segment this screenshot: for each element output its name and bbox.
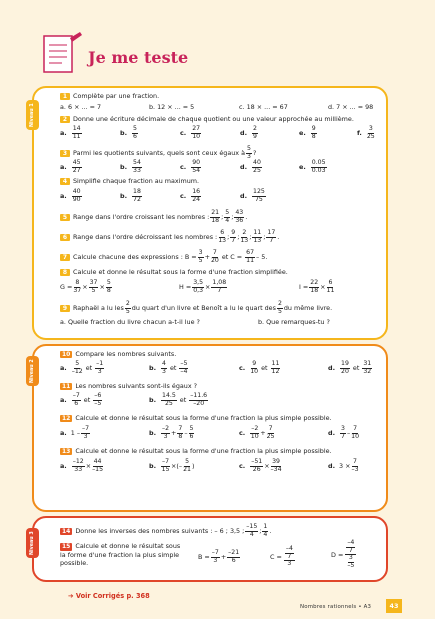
q12-c: c. $\frac{-2}{10}$ + $\frac{7}{25}$ xyxy=(239,425,275,440)
q11-statement: 11 Les nombres suivants sont-ils égaux ? xyxy=(62,382,198,390)
q9-statement: 9 Raphaël a lu les $\frac{2}{5}$ du quart d'un livre et Benoît a lu le quart des $\frac{2}{5}$ du même livre. xyxy=(60,301,332,315)
q12-statement: 12 Calcule et donne le résultat sous la forme d'une fraction la plus simple possible. xyxy=(62,414,332,422)
q10-b: b. $\frac{4}{3}$ et $\frac{-5}{-4}$ xyxy=(149,360,188,375)
level-1-tab: Niveau 1 xyxy=(26,100,39,130)
q3-a: a. $\frac{45}{27}$ xyxy=(60,159,81,174)
q1-a: a. 6 × ... = 7 xyxy=(60,103,102,111)
q3-e: e. $\frac{0.05}{0.03}$ xyxy=(299,159,326,174)
q5-statement: 5 Range dans l'ordre croissant les nombres : $\frac{21}{18}$ ; $\frac{5}{4}$ ; $\frac{43}{36}$ . xyxy=(60,210,247,224)
q2-d: d. $\frac{2}{9}$ xyxy=(240,125,257,140)
level-2-tab: Niveau 2 xyxy=(26,356,39,386)
q3-d: d. $\frac{40}{25}$ xyxy=(240,159,261,174)
q2-a: a. $\frac{14}{11}$ xyxy=(60,125,81,140)
q3-b: b. $\frac{54}{33}$ xyxy=(120,159,141,174)
q2-f: f. $\frac{3}{25}$ xyxy=(357,125,375,140)
chapter-label: Nombres rationnels • A3 xyxy=(300,604,372,610)
q3-c: c. $\frac{90}{54}$ xyxy=(180,159,201,174)
q13-d: d. 3 × $\frac{7}{-3}$ xyxy=(328,458,359,473)
q10-a: a. $\frac{5}{-12}$ et $\frac{-1}{3}$ xyxy=(60,360,104,375)
q14-statement: 14 Donne les inverses des nombres suivants : – 6 ; 3,5 ; $\frac{-15}{4}$ ; $\frac{1}{4}$ . xyxy=(62,523,272,538)
q1-d: d. 7 × ... = 98 xyxy=(328,103,374,111)
q8-statement: 8 Calcule et donne le résultat sous la forme d'une fraction simplifiée. xyxy=(60,268,288,276)
q12-b: b. $\frac{-2}{3}$ + $\frac{7}{8}$ – $\frac{5}{6}$ xyxy=(149,425,194,440)
q13-statement: 13 Calcule et donne le résultat sous la forme d'une fraction la plus simple possible. xyxy=(62,447,332,455)
q13-b: b. $\frac{-7}{15}$ ×(– $\frac{5}{21}$ ) xyxy=(149,458,195,473)
q1-statement: 1 Complète par une fraction. xyxy=(60,92,159,100)
q13-c: c. $\frac{-51}{26}$ × $\frac{39}{-34}$ xyxy=(239,458,282,473)
q2-e: e. $\frac{9}{8}$ xyxy=(299,125,316,140)
q4-c: c. $\frac{16}{24}$ xyxy=(180,188,201,203)
notebook-icon xyxy=(40,30,84,76)
q11-b: b. $\frac{14.5}{25}$ et $\frac{-11.6}{-20}$ xyxy=(149,392,208,407)
level-1-section xyxy=(32,86,388,340)
q6-statement: 6 Range dans l'ordre décroissant les nombres : $\frac{6}{13}$ ; $\frac{9}{7}$ ; $\frac{2}{13}$ ; $\frac{11}{13}$ ; $\frac{17}{7}$ . xyxy=(60,230,279,244)
q13-a: a. $\frac{-12}{33}$ × $\frac{44}{-15}$ xyxy=(60,458,104,473)
level-2-section xyxy=(32,344,388,512)
q11-a: a. $\frac{-7}{6}$ et $\frac{-6}{-5}$ xyxy=(60,392,102,407)
q8-H: H = $\frac{3,5}{0,3}$ × $\frac{1,08}{7}$ xyxy=(179,279,227,294)
q9-b: b. Que remarques-tu ? xyxy=(258,318,330,326)
corriges-link[interactable]: ➔ Voir Corrigés p. 368 xyxy=(68,592,150,600)
q15-C: C = $\frac{\frac{-4}{7}}{3}$ xyxy=(270,545,293,567)
q10-c: c. $\frac{9}{10}$ et $\frac{11}{12}$ xyxy=(239,360,280,375)
q8-G: G = $\frac{8}{37}$ × $\frac{37}{5}$ × $\frac{5}{8}$ xyxy=(60,279,111,294)
q12-d: d. $\frac{3}{7}$ – $\frac{7}{10}$ xyxy=(328,425,360,440)
q4-d: d. $\frac{125}{75}$ xyxy=(240,188,265,203)
page-title: Je me teste xyxy=(88,48,189,67)
q2-c: c. $\frac{27}{10}$ xyxy=(180,125,201,140)
q15-D: D = $\frac{\frac{-4}{7}}{\frac{3}{-5}}$ xyxy=(331,539,355,569)
q15-B: B = $\frac{-7}{3}$ + $\frac{-21}{6}$ xyxy=(198,549,240,564)
q15-statement: 15 Calcule et donne le résultat sous la forme d'une fraction la plus simple possible. xyxy=(60,542,181,567)
q4-b: b. $\frac{18}{72}$ xyxy=(120,188,141,203)
q8-I: I = $\frac{22}{18}$ × $\frac{6}{11}$ xyxy=(299,279,335,294)
q7-statement: 7 Calcule chacune des expressions : B = $\frac{3}{5}$ + $\frac{7}{20}$ et C = $\frac{67}{11}$ – 5. xyxy=(60,250,267,264)
q2-b: b. $\frac{5}{6}$ xyxy=(120,125,137,140)
q4-statement: 4 Simplifie chaque fraction au maximum. xyxy=(60,177,199,185)
q12-a: a. 1 – $\frac{-7}{3}$ xyxy=(60,425,90,440)
q10-d: d. $\frac{19}{20}$ et $\frac{31}{32}$ xyxy=(328,360,372,375)
q4-a: a. $\frac{40}{90}$ xyxy=(60,188,81,203)
q3-statement: 3 Parmi les quotients suivants, quels sont ceux égaux à $\frac{5}{3}$ ? xyxy=(60,146,256,160)
q1-b: b. 12 × ... = 5 xyxy=(149,103,195,111)
level-3-section xyxy=(32,516,388,582)
q1-c: c. 18 × ... = 67 xyxy=(239,103,288,111)
q2-statement: 2 Donne une écriture décimale de chaque quotient ou une valeur approchée au millième. xyxy=(60,115,354,123)
level-3-tab: Niveau 3 xyxy=(26,528,39,558)
q9-a: a. Quelle fraction du livre chacun a-t-il lue ? xyxy=(60,318,200,326)
q10-statement: 10 Compare les nombres suivants. xyxy=(62,350,177,358)
page-number: 43 xyxy=(386,599,402,613)
